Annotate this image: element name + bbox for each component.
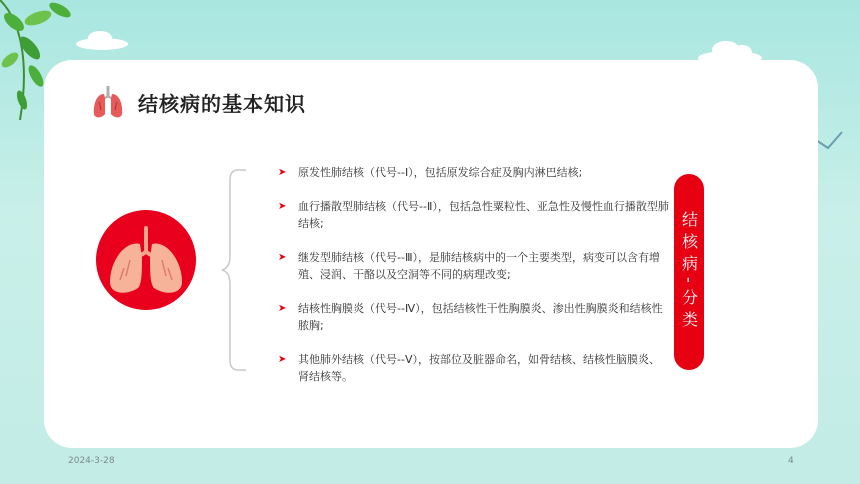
classification-list (278, 164, 670, 402)
slide-title: 结核病的基本知识 (138, 91, 306, 116)
brace-connector (220, 168, 250, 372)
bullet-arrow-icon: ➤ (278, 303, 287, 314)
page-number: 4 (788, 456, 794, 466)
list-item (278, 164, 670, 181)
list-item-text: 血行播散型肺结核（代号--Ⅱ），包括急性粟粒性、亚急性及慢性血行播散型肺结核; (298, 200, 669, 230)
list-item-text: 原发性肺结核（代号--Ⅰ），包括原发综合症及胸内淋巴结核; (298, 166, 583, 179)
bullet-arrow-icon: ➤ (278, 167, 287, 178)
lungs-icon (90, 84, 126, 120)
list-item (278, 300, 670, 334)
list-item (278, 249, 670, 283)
bullet-arrow-icon: ➤ (278, 201, 287, 212)
bullet-arrow-icon: ➤ (278, 252, 287, 263)
list-item-text: 其他肺外结核（代号--Ⅴ），按部位及脏器命名，如骨结核、结核性脑膜炎、肾结核等。 (298, 353, 660, 383)
category-label-pill (674, 174, 704, 370)
cloud-decoration (74, 30, 130, 50)
list-item (278, 351, 670, 385)
footer-date: 2024-3-28 (68, 456, 115, 466)
category-label: 结核病-分类 (679, 211, 699, 333)
list-item-text: 继发型肺结核（代号--Ⅲ），是肺结核病中的一个主要类型，病变可以含有增殖、浸润、干酪以及空洞等不同的病理改变; (298, 251, 661, 281)
content-card (44, 60, 818, 448)
title-row (90, 84, 306, 120)
list-item (278, 198, 670, 232)
list-item-text: 结核性胸膜炎（代号--Ⅳ），包括结核性干性胸膜炎、渗出性胸膜炎和结核性脓胸; (298, 302, 663, 332)
lungs-illustration (96, 210, 196, 310)
bullet-arrow-icon: ➤ (278, 354, 287, 365)
lungs-icon (96, 210, 196, 310)
